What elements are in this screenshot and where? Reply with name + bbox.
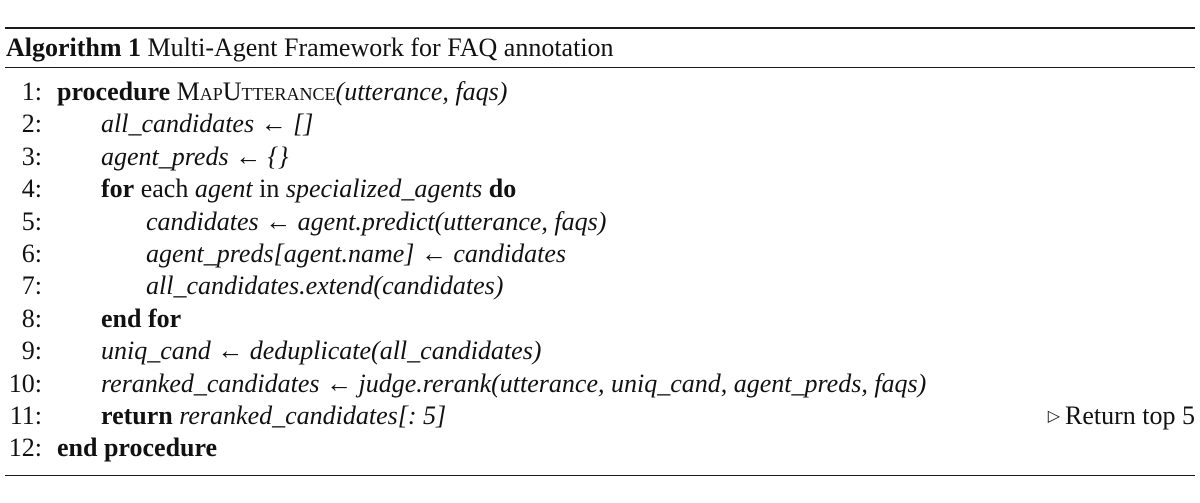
comment-triangle-icon: ▷ xyxy=(1047,407,1060,425)
procedure-name: MapUtterance xyxy=(176,77,336,106)
algorithm-block xyxy=(5,27,1195,476)
algorithm-line-2 xyxy=(5,108,1195,140)
keyword: end procedure xyxy=(57,433,218,463)
line-code: reranked_candidates ← judge.rerank(utterance, uniq_cand, agent_preds, faqs) xyxy=(101,368,927,398)
line-text: in xyxy=(259,174,280,204)
line-number: 8: xyxy=(21,303,42,333)
line-code: all_candidates.extend(candidates) xyxy=(146,271,504,301)
line-content xyxy=(101,173,516,205)
keyword: procedure xyxy=(57,77,171,106)
line-content xyxy=(101,400,446,432)
keyword: for xyxy=(101,174,135,204)
keyword: return xyxy=(101,400,173,430)
algorithm-line-5 xyxy=(5,206,1195,238)
line-code: reranked_candidates[: 5] xyxy=(179,400,447,430)
algorithm-line-7 xyxy=(5,270,1195,302)
algorithm-line-8 xyxy=(5,303,1195,335)
algorithm-line-4 xyxy=(5,173,1195,205)
line-number: 9: xyxy=(21,336,42,366)
line-number: 4: xyxy=(21,174,42,204)
algorithm-label: Algorithm 1 xyxy=(6,33,142,62)
line-code: all_candidates ← [] xyxy=(101,109,314,139)
comment-text: Return top 5 xyxy=(1065,400,1195,430)
line-number: 1: xyxy=(21,77,42,106)
line-number: 7: xyxy=(21,271,42,301)
line-code: uniq_cand ← deduplicate(all_candidates) xyxy=(101,336,542,366)
algorithm-line-10 xyxy=(5,368,1195,400)
algorithm-body xyxy=(5,68,1195,475)
line-number: 2: xyxy=(21,109,42,139)
line-code: agent_preds ← {} xyxy=(101,141,289,171)
algorithm-title: Multi-Agent Framework for FAQ annotation xyxy=(147,33,614,62)
algorithm-line-6 xyxy=(5,238,1195,270)
algorithm-line-12 xyxy=(5,432,1195,464)
algorithm-line-11 xyxy=(5,400,1195,432)
line-content xyxy=(57,76,507,108)
algorithm-line-3 xyxy=(5,141,1195,173)
procedure-args: (utterance, faqs) xyxy=(335,77,508,106)
loop-collection: specialized_agents xyxy=(285,174,483,204)
algorithm-line-9 xyxy=(5,335,1195,367)
line-code: agent_preds[agent.name] ← candidates xyxy=(146,238,567,268)
bottom-rule xyxy=(5,475,1195,476)
line-code: candidates ← agent.predict(utterance, faqs) xyxy=(146,206,607,236)
line-number: 11: xyxy=(9,400,42,430)
algorithm-caption xyxy=(5,29,1195,67)
line-number: 5: xyxy=(21,206,42,236)
line-number: 6: xyxy=(21,238,42,268)
line-number: 12: xyxy=(8,433,42,463)
loop-variable: agent xyxy=(194,174,253,204)
line-text: each xyxy=(140,174,189,204)
keyword: end for xyxy=(101,303,182,333)
line-comment xyxy=(1048,400,1195,436)
algorithm-line-1 xyxy=(5,76,1195,108)
line-number: 3: xyxy=(21,141,42,171)
keyword: do xyxy=(488,174,517,204)
line-number: 10: xyxy=(8,368,42,398)
